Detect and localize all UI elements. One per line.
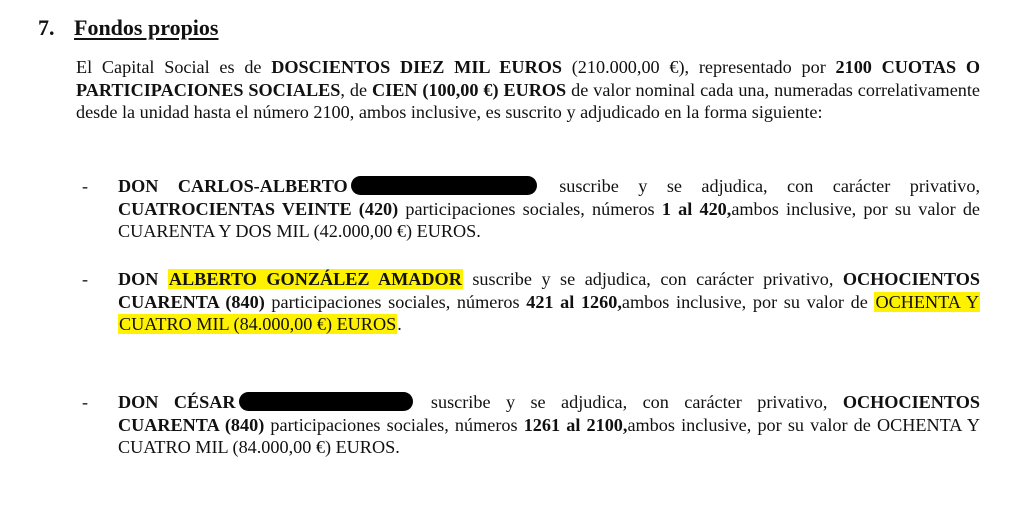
intro-bold-3: CIEN (100,00 €) EUROS (371, 79, 567, 100)
item-bold-1: CUATROCIENTAS VEINTE (420) (118, 198, 399, 219)
section-number: 7. (38, 15, 55, 40)
redaction-mark (239, 392, 413, 411)
item-text-2: participaciones sociales, números (264, 291, 527, 312)
list-item-text (118, 175, 980, 243)
list-item-text (118, 268, 980, 336)
list-item (76, 391, 980, 459)
intro-text-1: El Capital Social es de (76, 57, 272, 77)
list-item (76, 175, 980, 243)
item-text-2: participaciones sociales, números (398, 198, 662, 219)
item-text-3: ambos inclusive, por su valor de (621, 291, 875, 312)
item-text-1: suscribe y se adjudica, con carácter privativo, (415, 392, 843, 412)
intro-text-2: (210.000,00 €), representado por (561, 57, 836, 77)
shareholder-name: DON CARLOS-ALBERTO (118, 176, 348, 196)
intro-paragraph (76, 56, 980, 124)
item-text-1: suscribe y se adjudica, con carácter privativo, (462, 269, 843, 289)
item-bold-2: 421 al 1260, (526, 291, 622, 312)
intro-text-4: de valor nominal cada una, numeradas correlativamente desde la unidad hasta el número 2100, ambos inclusive, es suscrito y adjudicado en la forma siguiente: (76, 79, 980, 123)
item-bold-1: OCHOCIENTOS CUARENTA (840) (118, 269, 980, 312)
intro-text-3: , de (340, 79, 372, 100)
item-text-4: . (397, 314, 402, 335)
item-bold-1: OCHOCIENTOS CUARENTA (840) (118, 392, 980, 435)
list-dash: - (82, 269, 89, 289)
intro-bold-1: DOSCIENTOS DIEZ MIL EUROS (271, 57, 562, 77)
section-title: Fondos propios (74, 15, 219, 40)
shareholder-name-prefix: DON (118, 269, 168, 289)
redaction-mark (351, 176, 537, 195)
list-item-text (118, 391, 980, 459)
item-text-1: suscribe y se adjudica, con carácter privativo, (539, 176, 980, 196)
list-dash: - (82, 392, 89, 412)
item-text-3: ambos inclusive, por su valor de OCHENTA Y CUATRO MIL (84.000,00 €) EUROS. (118, 414, 981, 458)
intro-bold-2: 2100 CUOTAS O PARTICIPACIONES SOCIALES (76, 57, 980, 100)
item-text-3: ambos inclusive, por su valor de CUARENTA Y DOS MIL (42.000,00 €) EUROS. (118, 198, 980, 242)
highlighted-value: OCHENTA Y CUATRO MIL (84.000,00 €) EUROS (119, 291, 979, 335)
shareholder-name: DON CÉSAR (118, 392, 236, 412)
item-text-2: participaciones sociales, números (264, 414, 524, 435)
highlighted-shareholder-name: ALBERTO GONZÁLEZ AMADOR (168, 269, 462, 289)
item-bold-2: 1 al 420, (661, 198, 732, 219)
item-bold-2: 1261 al 2100, (523, 414, 628, 435)
list-item (76, 268, 980, 336)
section-heading (38, 14, 218, 42)
list-dash: - (82, 176, 89, 196)
